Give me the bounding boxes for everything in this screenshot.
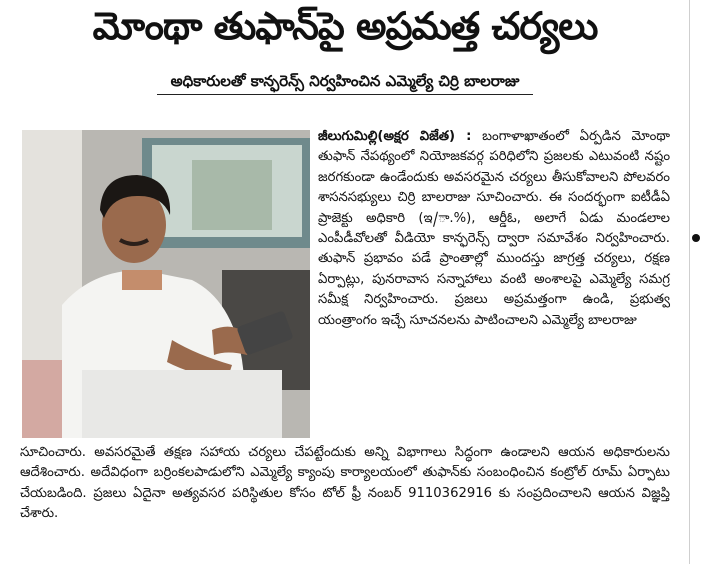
mla-in-car-photo bbox=[22, 130, 310, 438]
body-paragraph-top: బంగాళాఖాతంలో ఏర్పడిన మోంథా తుఫాన్ నేపథ్యంలో నియోజకవర్గ పరిధిలోని ప్రజలకు ఎటువంటి నష్టం జరగకుండా ఉండేందుకు అవసరమైన చర్యలు తీసుకోవాలని పోలవరం శాసనసభ్యులు చిర్రి బాలరాజు సూచించారు. ఈ సందర్భంగా ఐటీడీఏ ప్రాజెక్టు అధికారి (ఇ/ా.%), ఆర్డీఓ, అలాగే ఏడు మండలాల ఎంపీడీవోలతో వీడియో కాన్ఫరెన్స్ ద్వారా సమావేశం నిర్వహించారు. తుఫాన్ ప్రభావం పడే ప్రాంతాల్లో ముందస్తు జాగ్రత్త చర్యలు, రక్షణ ఏర్పాట్లు, పునరావాస సన్నాహాలు వంటి అంశాలపై ఎమ్మెల్యే సమగ్ర సమీక్ష నిర్వహించారు. ప్రజలు అప్రమత్తంగా ఉండి, ప్రభుత్వ యంత్రాంగం ఇచ్చే సూచనలను పాటించాలని ఎమ్మెల్యే బాలరాజు bbox=[318, 129, 670, 328]
dateline: జీలుగుమిల్లి(అక్షర విజేత) : bbox=[318, 129, 472, 144]
column-divider bbox=[689, 0, 690, 564]
subheadline-text: అధికారులతో కాన్ఫరెన్స్ నిర్వహించిన ఎమ్మెల్యే చిర్రి బాలరాజు bbox=[157, 72, 534, 95]
adjacent-column-edge bbox=[686, 0, 701, 564]
body-paragraph-bottom: సూచించారు. అవసరమైతే తక్షణ సహాయ చర్యలు చేపట్టేందుకు అన్ని విభాగాలు సిద్ధంగా ఉండాలని ఆయన అధికారులను ఆదేశించారు. అదేవిధంగా బర్రింకలపాడులోని ఎమ్మెల్యే క్యాంపు కార్యాలయంలో తుఫాన్‌కు సంబంధించిన కంట్రోల్ రూమ్ ఏర్పాటు చేయబడింది. ప్రజలు ఏదైనా అత్యవసర పరిస్థితుల కోసం టోల్ ఫ్రీ నంబర్ 9110362916 కు సంప్రదించాలని ఆయన విజ్ఞప్తి చేశారు. bbox=[20, 445, 670, 522]
article-body-bottom bbox=[20, 443, 670, 525]
article-body-top bbox=[318, 127, 670, 331]
headline: మోంథా తుఫాన్‌పై అప్రమత్త చర్యలు bbox=[92, 4, 598, 48]
article-photo bbox=[22, 130, 310, 438]
subheadline bbox=[0, 72, 690, 94]
bullet-dot bbox=[692, 234, 700, 242]
